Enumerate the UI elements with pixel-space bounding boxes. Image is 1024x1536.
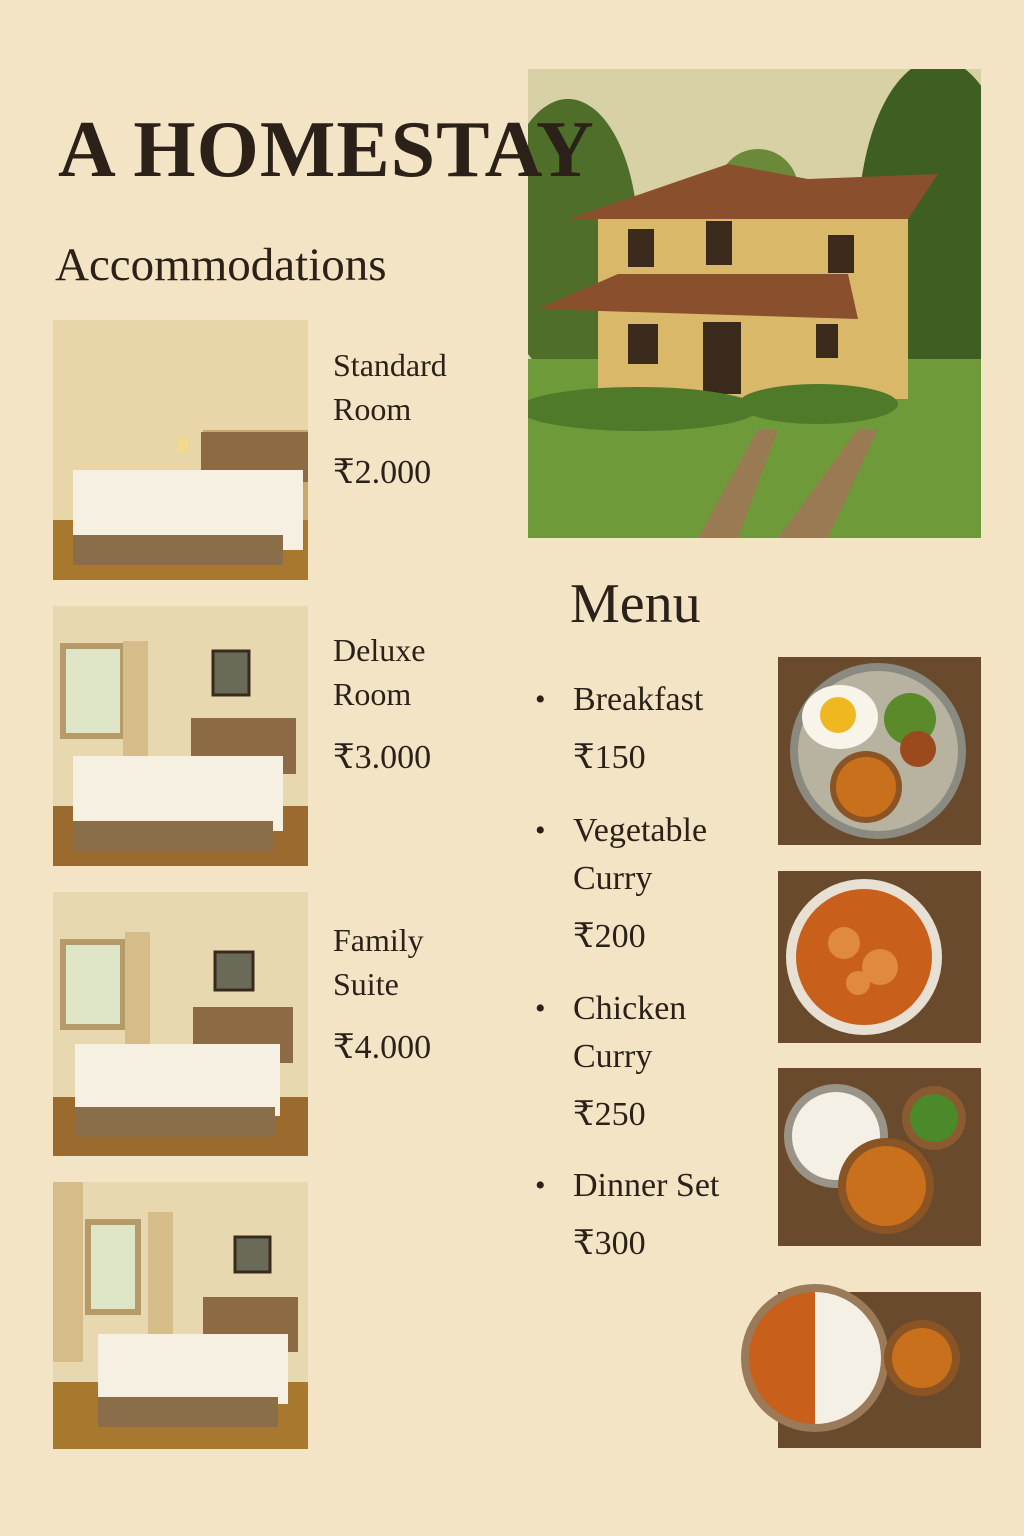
bullet-dot-icon: • bbox=[535, 992, 546, 1025]
room-family-suite bbox=[333, 918, 513, 1070]
chicken-curry-photo bbox=[778, 1068, 981, 1246]
room-photo bbox=[53, 1182, 308, 1449]
vegetable-curry-photo bbox=[778, 871, 981, 1043]
menu-item-name-line1: Vegetable bbox=[573, 812, 708, 849]
accommodations-heading: Accommodations bbox=[55, 239, 387, 291]
menu-item-price: ₹300 bbox=[573, 1225, 646, 1262]
menu-item-vegetable-curry bbox=[535, 807, 775, 961]
menu-item-price: ₹200 bbox=[573, 918, 646, 955]
bullet-dot-icon: • bbox=[535, 814, 546, 847]
menu-item-name-line2: Curry bbox=[573, 1038, 653, 1075]
deluxe-room-photo bbox=[53, 606, 308, 866]
menu-item-breakfast bbox=[535, 676, 775, 782]
room-name-line1: Deluxe bbox=[333, 632, 426, 668]
breakfast-photo bbox=[778, 657, 981, 845]
menu-item-dinner-set bbox=[535, 1162, 775, 1268]
family-suite-photo bbox=[53, 892, 308, 1156]
homestay-house-photo bbox=[528, 69, 981, 538]
standard-room-photo bbox=[53, 320, 308, 580]
room-name-line2: Room bbox=[333, 391, 412, 427]
room-price: ₹3.000 bbox=[333, 739, 432, 776]
menu-item-name-line1: Chicken bbox=[573, 990, 687, 1027]
bullet-dot-icon: • bbox=[535, 683, 546, 716]
menu-heading: Menu bbox=[570, 573, 701, 635]
room-name-line2: Room bbox=[333, 676, 412, 712]
room-price: ₹2.000 bbox=[333, 454, 432, 491]
menu-item-chicken-curry bbox=[535, 985, 775, 1139]
room-name-line1: Family bbox=[333, 922, 424, 958]
bullet-dot-icon: • bbox=[535, 1169, 546, 1202]
page-title: A HOMESTAY bbox=[58, 106, 595, 194]
room-deluxe bbox=[333, 628, 513, 780]
room-price: ₹4.000 bbox=[333, 1029, 432, 1066]
menu-item-price: ₹150 bbox=[573, 739, 646, 776]
menu-item-price: ₹250 bbox=[573, 1096, 646, 1133]
menu-item-name-line2: Curry bbox=[573, 860, 653, 897]
room-name-line1: Standard bbox=[333, 347, 447, 383]
room-name-line2: Suite bbox=[333, 966, 399, 1002]
dinner-set-photo bbox=[740, 1282, 981, 1448]
room-standard bbox=[333, 343, 513, 495]
menu-item-name: Breakfast bbox=[573, 681, 704, 718]
menu-item-name: Dinner Set bbox=[573, 1167, 720, 1204]
